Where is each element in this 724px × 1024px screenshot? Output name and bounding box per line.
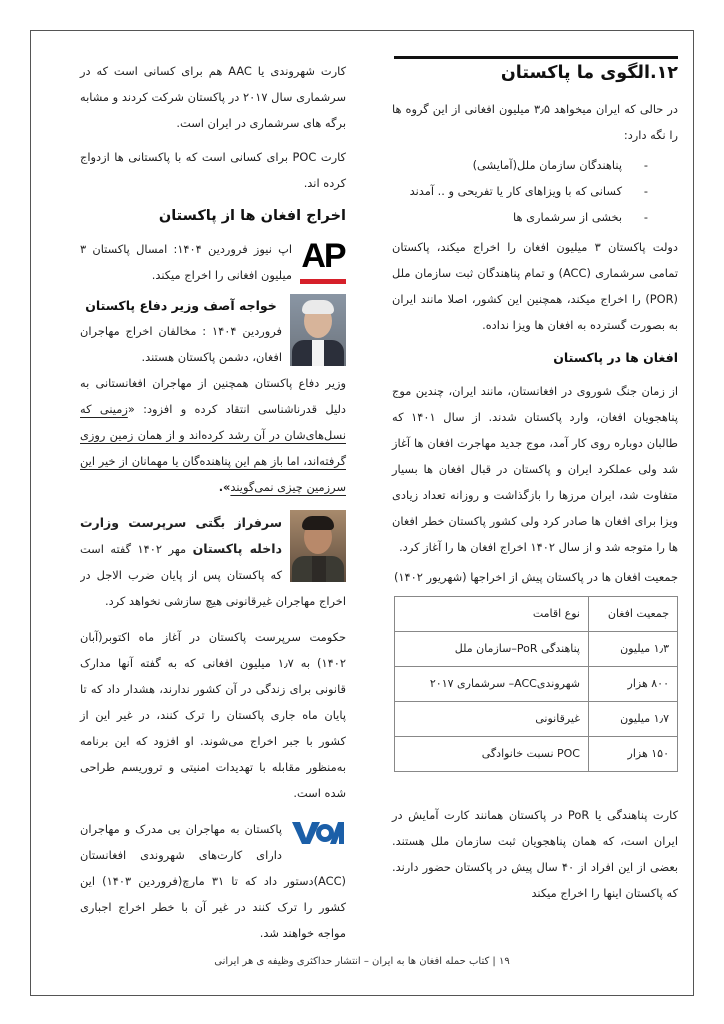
history-paragraph: از زمان جنگ شوروی در افغانستان، مانند ایران، چندین موج پناهجویان افغان، وارد پاکستان شدند. از سال ۱۴۰۱ که طالبان دوباره روی کار آمد، موج جدید مهاجرت افغان ها آغاز شد ولی عملکرد ایران و پاکستان در قبال افغان ها بسیار متفاوت شد، ایران مرزها را بازگذاشت و روزانه تعداد زیادی ویزا برای افغان ها صادر کرد ولی کشور پاکستان خطر افغان ها را متوجه شد و از سال ۱۴۰۲ اخراج افغان ها را آغاز کرد. [392,384,678,554]
list-item: - پناهندگان سازمان ملل(آمایشی) [392,152,678,178]
population-table [394,596,678,772]
defense-quote: زمینی که نسل‌های‌شان در آن رشد کرده‌اند و از همان زمین روزی گرفته‌اند، اما باز هم این پناهنده‌گان یا مهمانان از خیر این سرزمین چیزی نمی‌گویند [80,402,346,494]
subsection-title: افغان ها در پاکستان [553,350,678,365]
section-title: ۱۲.الگوی ما پاکستان [500,63,678,83]
khawaja-asif-photo [290,294,346,366]
khawaja-title: خواجه آصف وزیر دفاع پاکستان [85,298,277,313]
bullet-list [392,152,678,230]
sarfraz-block [80,510,346,614]
aac-card-paragraph: کارت شهروندی یا AAC هم برای کسانی است که در سرشماری سال ۲۰۱۷ در پاکستان شرکت کردند و مشابه برگه های سرشماری در ایران است. [80,64,346,130]
header-residence-type: نوع اقامت [395,597,589,632]
table-caption: جمعیت افغان ها در پاکستان پیش از اخراجها (شهریور ۱۴۰۲) [393,570,678,584]
ap-news-block [80,236,346,288]
intro-paragraph: در حالی که ایران میخواهد ۳٫۵ میلیون افغانی از این گروه ها را نگه دارد: [392,102,678,142]
sarfraz-bugti-photo [290,510,346,582]
defense-minister-paragraph [80,370,346,500]
left-column [80,58,346,946]
voa-text: پاکستان به مهاجران بی مدرک و مهاجران دارای کارت‌های شهروندی افغانستان (ACC)دستور داد که تا ۳۱ مارچ(فروردین ۱۴۰۳) این کشور را ترک کنند در غیر آن با خطر اخراج اجباری مواجه خواهند شد. [80,822,346,940]
list-item: - بخشی از سرشماری ها [392,204,678,230]
table-row [395,667,678,702]
ap-news-text: اپ نیوز فروردین ۱۴۰۴: امسال پاکستان ۳ میلیون افغانی را اخراج میکند. [80,242,292,282]
caretaker-government-paragraph: حکومت سرپرست پاکستان در آغاز ماه اکتوبر(آبان ۱۴۰۲) به ۱٫۷ میلیون افغانی که به گفته آنها مدارک قانونی برای زندگی در آن کشور ندارند، هشدار داد که تا پایان ماه جاری پاکستان را ترک کنند، در غیر این از کشور با جبر اخراج می‌شوند. او افزود که این برنامه به‌منظور مقابله با تهدیدات امنیتی و تروریسم طراحی شده است. [80,630,346,800]
expulsion-title: اخراج افغان ها از پاکستان [158,208,346,224]
poc-card-paragraph: کارت POC برای کسانی است که با پاکستانی ها ازدواج کرده اند. [80,150,346,190]
header-population: جمعیت افغان [589,597,678,632]
cell-population: ۱۵۰ هزار [589,737,678,772]
sarfraz-title: سرفراز بگتی سرپرست وزارت داخله پاکستان [80,515,282,556]
cell-residence-type: غیرقانونی [395,702,589,737]
right-column [392,58,678,906]
cell-population: ۱٫۷ میلیون [589,702,678,737]
ap-logo-text: AP [301,237,345,275]
table-row [395,702,678,737]
voa-logo [290,818,346,846]
cell-population: ۱٫۳ میلیون [589,632,678,667]
khawaja-block [80,294,346,370]
por-card-paragraph: کارت پناهندگی یا PoR در پاکستان همانند کارت آمایش در ایران است، که همان پناهجویان ثبت سازمان ملل هستند. بعضی از این افراد از ۴۰ سال پیش در پاکستان حضور دارند. که پاکستان اینها را اخراج میکند [392,808,679,900]
page-footer: ۱۹ | کتاب حمله افغان ها به ایران – انتشار حداکثری وظیفه ی هر ایرانی [214,956,510,967]
list-item: - کسانی که با ویزاهای کار یا تفریحی و .. آمدند [392,178,678,204]
table-header-row [395,597,678,632]
voa-block [80,816,346,946]
defense-quote-end: ». [218,480,231,494]
ap-logo [300,236,346,284]
ap-logo-red-bar [300,279,346,284]
cell-residence-type: پناهندگی PoR–سازمان ملل [395,632,589,667]
defense-intro: وزیر دفاع پاکستان همچنین از مهاجران افغانستانی به دلیل قدرناشناسی انتقاد کرده و افزود: « [80,376,346,416]
table-row [395,737,678,772]
cell-residence-type: POC نسبت خانوادگی [395,737,589,772]
cell-residence-type: شهروندیACC– سرشماری ۲۰۱۷ [395,667,589,702]
sarfraz-text: مهر ۱۴۰۲ گفته است که پاکستان پس از پایان ضرب الاجل در اخراج مهاجران غیرقانونی هیچ سازشی نخواهد کرد. [80,542,346,608]
pakistan-expulsion-paragraph: دولت پاکستان ۳ میلیون افغان را اخراج میکند، پاکستان تمامی سرشماری (ACC) و تمام پناهندگان ثبت سازمان ملل (POR) را اخراج میکند، همچنین این کشور، اصلا مانند ایران به بصورت گسترده به افغان ها ویزا نداده. [392,240,679,332]
table-row [395,632,678,667]
cell-population: ۸۰۰ هزار [589,667,678,702]
khawaja-statement: فروردین ۱۴۰۴ : مخالفان اخراج مهاجران افغان، دشمن پاکستان هستند. [80,324,282,364]
